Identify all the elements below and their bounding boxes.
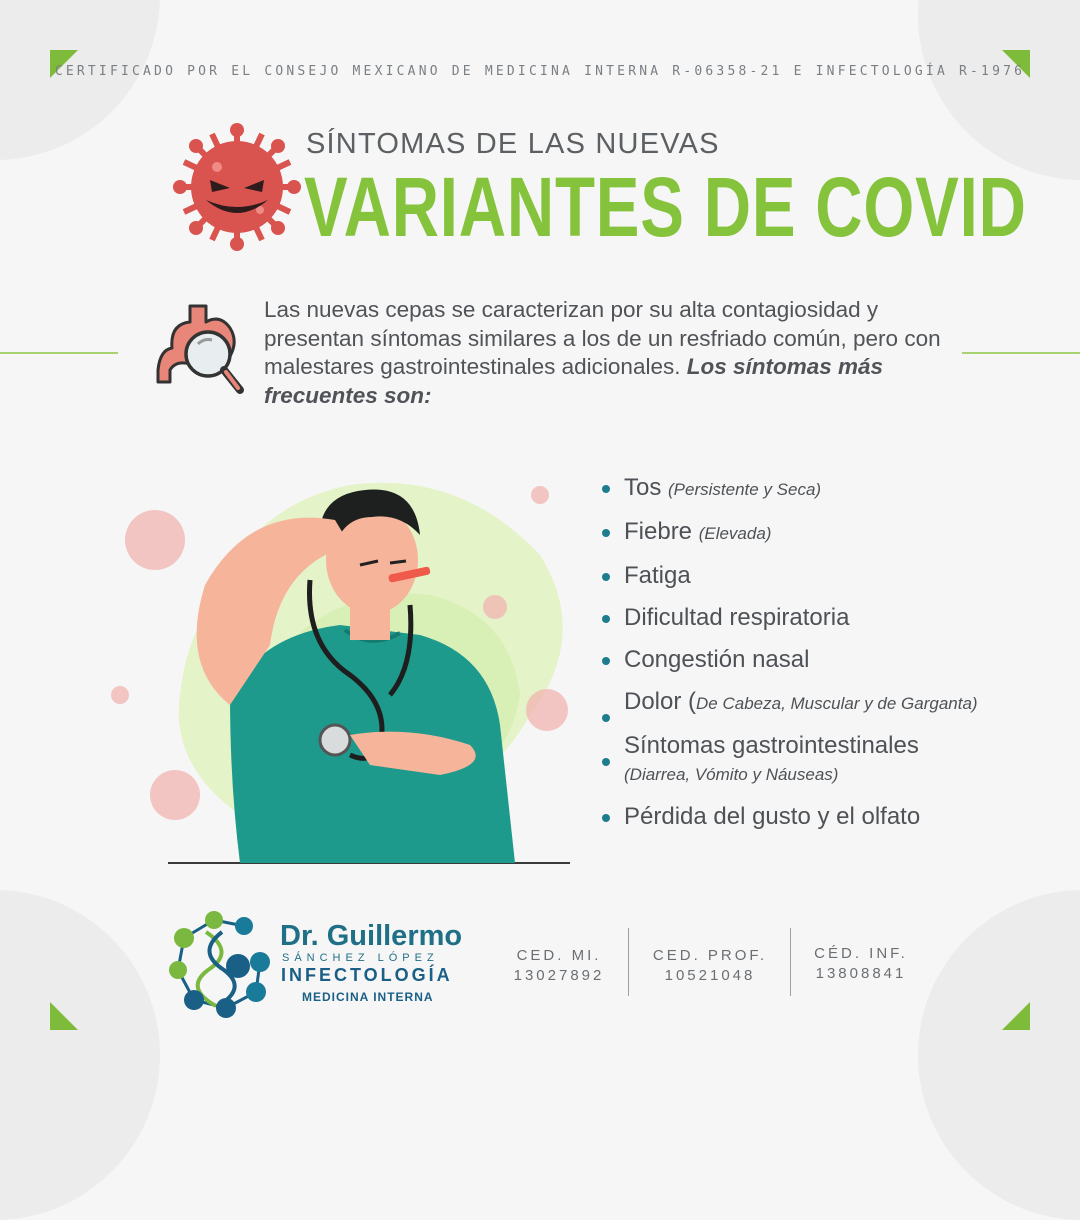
list-item: Fatiga: [600, 562, 1070, 589]
intro-emphasis: Los síntomas más frecuentes son:: [264, 354, 884, 408]
credential-inf: [802, 944, 920, 984]
credential-separator: [628, 928, 629, 996]
list-item: Congestión nasal: [600, 646, 1070, 673]
list-item: Dificultad respiratoria: [600, 604, 1070, 631]
credential-label: CED. MI.: [516, 947, 602, 964]
list-item: Fiebre (Elevada): [600, 518, 1070, 547]
list-item: Tos (Persistente y Seca): [600, 474, 1070, 503]
stomach-magnifier-icon: [150, 300, 250, 408]
credential-number: 13808841: [815, 965, 907, 982]
credential-mi: [500, 946, 618, 986]
dna-network-logo-icon: [164, 908, 276, 1020]
doctor-surname: SÁNCHEZ LÓPEZ: [282, 952, 439, 964]
credential-number: 13027892: [513, 967, 605, 984]
list-item: Pérdida del gusto y el olfato: [600, 803, 1070, 830]
credential-separator: [790, 928, 791, 996]
title-line-1: SÍNTOMAS DE LAS NUEVAS: [306, 128, 720, 160]
certification-text: CERTIFICADO POR EL CONSEJO MEXICANO DE MEDICINA INTERNA R-06358-21 E INFECTOLOGÍA R-1976: [54, 64, 1026, 79]
title-line-2: VARIANTES DE COVID: [304, 160, 1027, 254]
symptoms-list: [600, 474, 1070, 845]
doctor-name: Dr. Guillermo: [280, 920, 463, 952]
left-divider-line: [0, 352, 118, 354]
sick-person-illustration: [110, 465, 590, 885]
credential-label: CED. PROF.: [652, 947, 768, 964]
covid-virus-icon: [172, 122, 302, 252]
list-item: Dolor (De Cabeza, Muscular y de Garganta): [600, 688, 1070, 717]
specialty-medicina-interna: MEDICINA INTERNA: [302, 990, 434, 1004]
credential-prof: [640, 946, 780, 986]
credential-number: 10521048: [664, 967, 756, 984]
specialty-infectologia: INFECTOLOGÍA: [281, 965, 453, 985]
intro-paragraph: [264, 296, 954, 410]
right-divider-line: [962, 352, 1080, 354]
list-item: Síntomas gastrointestinales (Diarrea, Vómito y Náuseas): [600, 732, 1070, 788]
credential-label: CÉD. INF.: [814, 945, 908, 962]
intro-text: Las nuevas cepas se caracterizan por su alta contagiosidad y presentan síntomas similares a los de un resfriado común, pero con malestares gastrointestinales adicionales.: [264, 297, 941, 379]
